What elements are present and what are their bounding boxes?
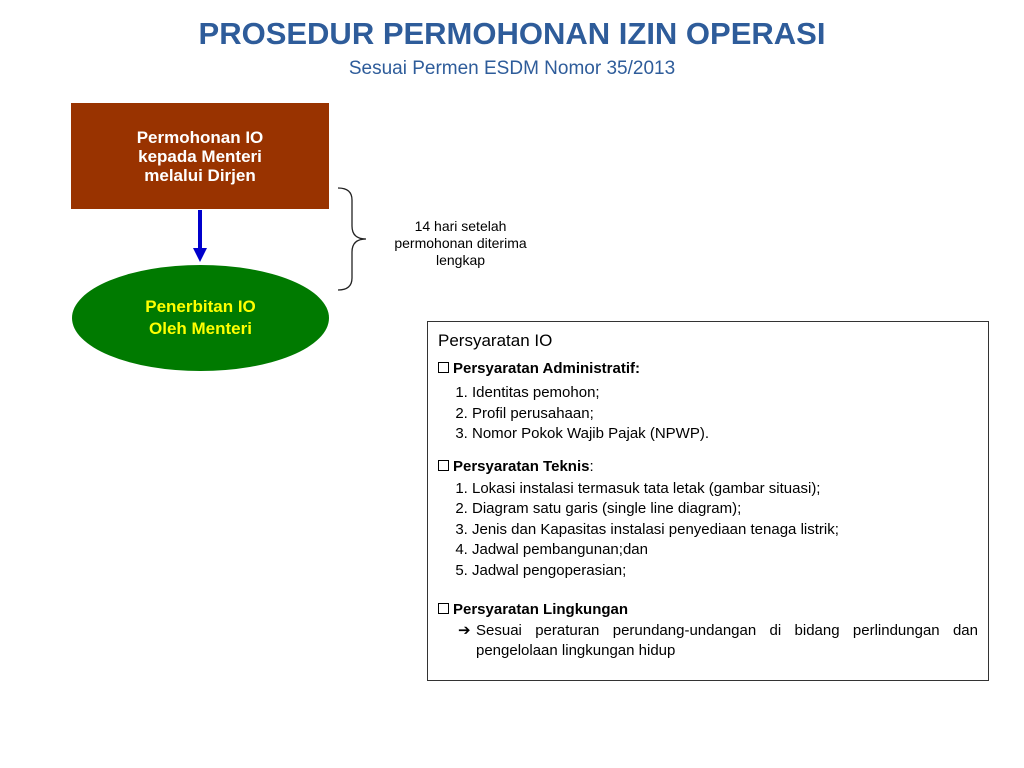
requirements-title: Persyaratan IO	[438, 331, 553, 350]
page-subtitle: Sesuai Permen ESDM Nomor 35/2013	[348, 58, 676, 79]
list-item: 3. Nomor Pokok Wajib Pajak (NPWP).	[472, 424, 978, 445]
list-item: 2. Profil perusahaan;	[472, 404, 978, 425]
checkbox-bullet-icon	[438, 603, 449, 614]
right-brace-icon	[336, 186, 372, 292]
checkbox-bullet-icon	[438, 460, 449, 471]
page-title: PROSEDUR PERMOHONAN IZIN OPERASI	[198, 16, 826, 51]
teknis-list	[438, 479, 978, 582]
flow-arrow	[190, 210, 210, 262]
step-penerbitan-ellipse: Penerbitan IO Oleh Menteri	[72, 265, 329, 371]
list-item: 4. Jadwal pembangunan;dan	[472, 540, 978, 561]
duration-note: 14 hari setelah permohonan diterima lengkap	[394, 218, 527, 268]
checkbox-bullet-icon	[438, 362, 449, 373]
administratif-heading: Persyaratan Administratif:	[438, 360, 978, 377]
teknis-heading: Persyaratan Teknis:	[438, 458, 978, 475]
step-permohonan-box: Permohonan IO kepada Menteri melalui Dirjen	[71, 103, 329, 209]
list-item: 3. Jenis dan Kapasitas instalasi penyediaan tenaga listrik;	[472, 520, 978, 541]
arrow-right-icon: ➔	[458, 622, 471, 639]
list-item: 1. Lokasi instalasi termasuk tata letak (gambar situasi);	[472, 479, 978, 500]
list-item: 1. Identitas pemohon;	[472, 383, 978, 404]
administratif-list	[438, 383, 978, 445]
list-item: 5. Jadwal pengoperasian;	[472, 561, 978, 582]
lingkungan-text: ➔ Sesuai peraturan perundang-undangan di bidang perlindungan dan pengelolaan lingkungan hidup	[458, 622, 978, 659]
list-item: 2. Diagram satu garis (single line diagram);	[472, 499, 978, 520]
requirements-box	[427, 321, 989, 681]
lingkungan-heading: Persyaratan Lingkungan	[438, 601, 978, 618]
